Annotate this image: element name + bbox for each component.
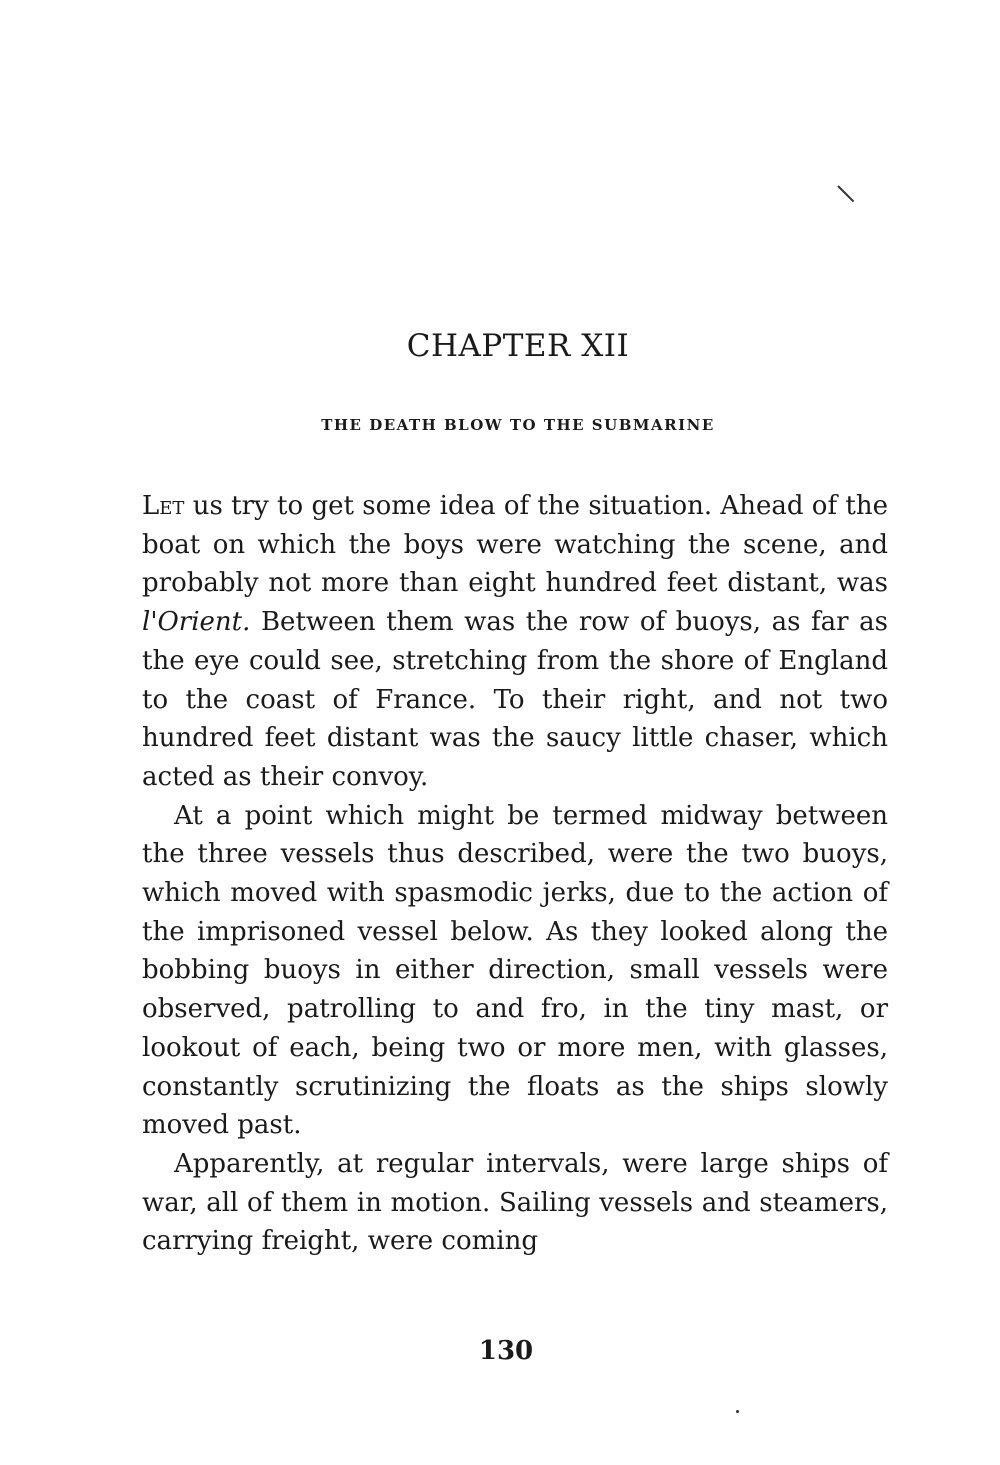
scan-mark [837,185,854,202]
page-number: 130 [478,1336,534,1366]
paragraph-3: Apparently, at regular intervals, were large ships of war, all of them in motion. Sailing vessels and steamers, carrying freight, were coming [142,1148,888,1257]
paragraph-2: At a point which might be termed midway between the three vessels thus described, were the two buoys, which moved with spasmodic jerks, due to the action of the imprisoned vessel below. As they looked along the bobbing buoys in either direction, small vessels were observed, patrolling to and fro, in the tiny mast, or lookout of each, being two or more men, with glasses, constantly scrutinizing the floats as the ships slowly moved past. [142,800,888,1141]
scan-dot [736,1410,739,1413]
ship-name: l'Orient. [142,607,251,638]
paragraph-1-text-a: us try to get some idea of the situation. Ahead of the boat on which the boys were watching the scene, and probably not more than eight hundred feet distant, was [142,491,888,599]
chapter-title: CHAPTER XII [406,328,630,364]
drop-word: Let [142,491,185,521]
paragraph-1-text-b: Between them was the row of buoys, as far as the eye could see, stretching from the shore of England to the coast of France. To their right, and not two hundred feet distant was the saucy little chaser, which acted as their convoy. [142,607,888,792]
chapter-body [142,487,888,1261]
chapter-subtitle: THE DEATH BLOW TO THE SUBMARINE [321,416,715,434]
paragraph-1 [142,487,888,797]
